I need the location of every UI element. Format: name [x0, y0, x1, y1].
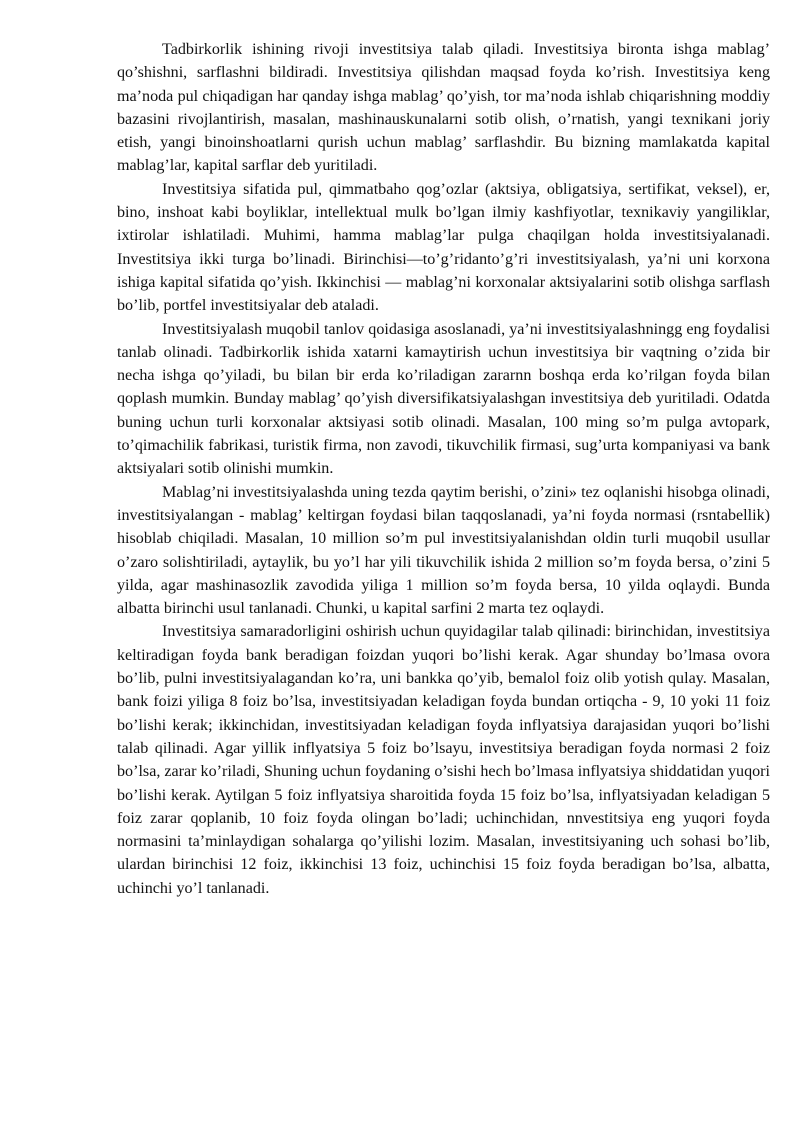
- paragraph-payback: Mablag’ni investitsiyalashda uning tezda qaytim berishi, o’zini» tez oqlanishi hisobga olinadi, investitsiyalangan - mablag’ keltirgan foydasi bilan taqqoslanadi, ya’ni foyda normasi (rsntabellik) hisoblab chiqiladi. Masalan, 10 million so’m pul investitsiyalanishdan oldin turli muqobil usullar o’zaro solishtiriladi, aytaylik, bu yo’l har yili tikuvchilik ishida 2 million so’m foyda bersa, o’zini 5 yilda, agar mashinasozlik zavodida yiliga 1 million so’m foyda bersa, 10 yilda oqlaydi. Bunda albatta birinchi usul tanlanadi. Chunki, u kapital sarfini 2 marta tez oqlaydi.: [117, 483, 770, 618]
- paragraph-investment-types: Investitsiya sifatida pul, qimmatbaho qog’ozlar (aktsiya, obligatsiya, sertifikat, veksel), er, bino, inshoat kabi boyliklar, intellektual mulk bo’lgan ilmiy kashfiyotlar, texnikaviy yangiliklar, ixtirolar ishlatiladi. Muhimi, hamma mablag’lar pulga chaqilgan holda investitsiyalanadi. Investitsiya ikki turga bo’linadi. Birinchisi—to’g’ridanto’g’ri investitsiyalash, ya’ni uni korxona ishiga kapital sifatida qo’yish. Ikkinchisi — mablag’ni korxonalar aktsiyalarini sotib olishga sarflash bo’lib, portfel investitsiyalar deb ataladi.: [117, 180, 770, 315]
- paragraph-efficiency-requirements: Investitsiya samaradorligini oshirish uchun quyidagilar talab qilinadi: birinchidan, investitsiya keltiradigan foyda bank beradigan foizdan yuqori bo’lishi kerak. Agar shunday bo’lmasa ovora bo’lib, pulni investitsiyalagandan ko’ra, uni bankka qo’yib, bemalol foiz olib yotish qulay. Masalan, bank foizi yiliga 8 foiz bo’lsa, investitsiyadan keladigan foyda bundan ortiqcha - 9, 10 yoki 11 foiz bo’lishi kerak; ikkinchidan, investitsiyadan keladigan foyda inflyatsiya darajasidan yuqori bo’lishi talab qilinadi. Agar yillik inflyatsiya 5 foiz bo’lsayu, investitsiya beradigan foyda normasi 2 foiz bo’lsa, zarar ko’riladi, Shuning uchun foydaning o’sishi hech bo’lmasa inflyatsiya shiddatidan yuqori bo’lishi kerak. Aytilgan 5 foiz inflyatsiya sharoitida foyda 15 foiz bo’lsa, inflyatsiyadan keladigan 5 foiz zarar qoplanib, 10 foiz foyda olingan bo’ladi; uchinchidan, nnvestitsiya eng yuqori foyda normasini ta’minlaydigan sohalarga qo’yilishi lozim. Masalan, investitsiyaning uch sohasi bo’lib, ulardan birinchisi 12 foiz, ikkinchisi 13 foiz, uchinchisi 15 foiz foyda beradigan bo’lsa, albatta, uchinchi yo’l tanlanadi.: [117, 623, 770, 897]
- paragraph-investment-definition: Tadbirkorlik ishining rivoji investitsiya talab qiladi. Investitsiya bironta ishga mablag’ qo’shishni, sarflashni bildiradi. Investitsiya qilishdan maqsad foyda ko’rish. Investitsiya keng ma’noda pul chiqadigan har qanday ishga mablag’ qo’yish, tor ma’noda ishlab chiqarishning moddiy bazasini rivojlantirish, masalan, mashinauskunalarni sotib olish, o’rnatish, yangi texnikani joriy etish, yangi binoinshoatlarni qurish uchun mablag’ sarflashdir. Bu bizning mamlakatda kapital mablag’lar, kapital sarflar deb yuritiladi.: [117, 41, 770, 175]
- document-page: [117, 38, 770, 900]
- paragraph-diversification: Investitsiyalash muqobil tanlov qoidasiga asoslanadi, ya’ni investitsiyalashningg eng foydalisi tanlab olinadi. Tadbirkorlik ishida xatarni kamaytirish uchun investitsiya bir vaqtning o’zida bir necha ishga qo’yiladi, bu bilan bir erda ko’riladigan zararnn boshqa erda ko’rilgan foyda bilan qoplash mumkin. Bunday mablag’ qo’yish diversifikatsiyalashgan investitsiya deb yuritiladi. Odatda buning uchun turli korxonalar aktsiyasi sotib olinadi. Masalan, 100 ming so’m pulga avtopark, to’qimachilik fabrikasi, turistik firma, non zavodi, tikuvchilik firmasi, sug’urta kompaniyasi va bank aktsiyalari sotib olinishi mumkin.: [117, 320, 770, 478]
